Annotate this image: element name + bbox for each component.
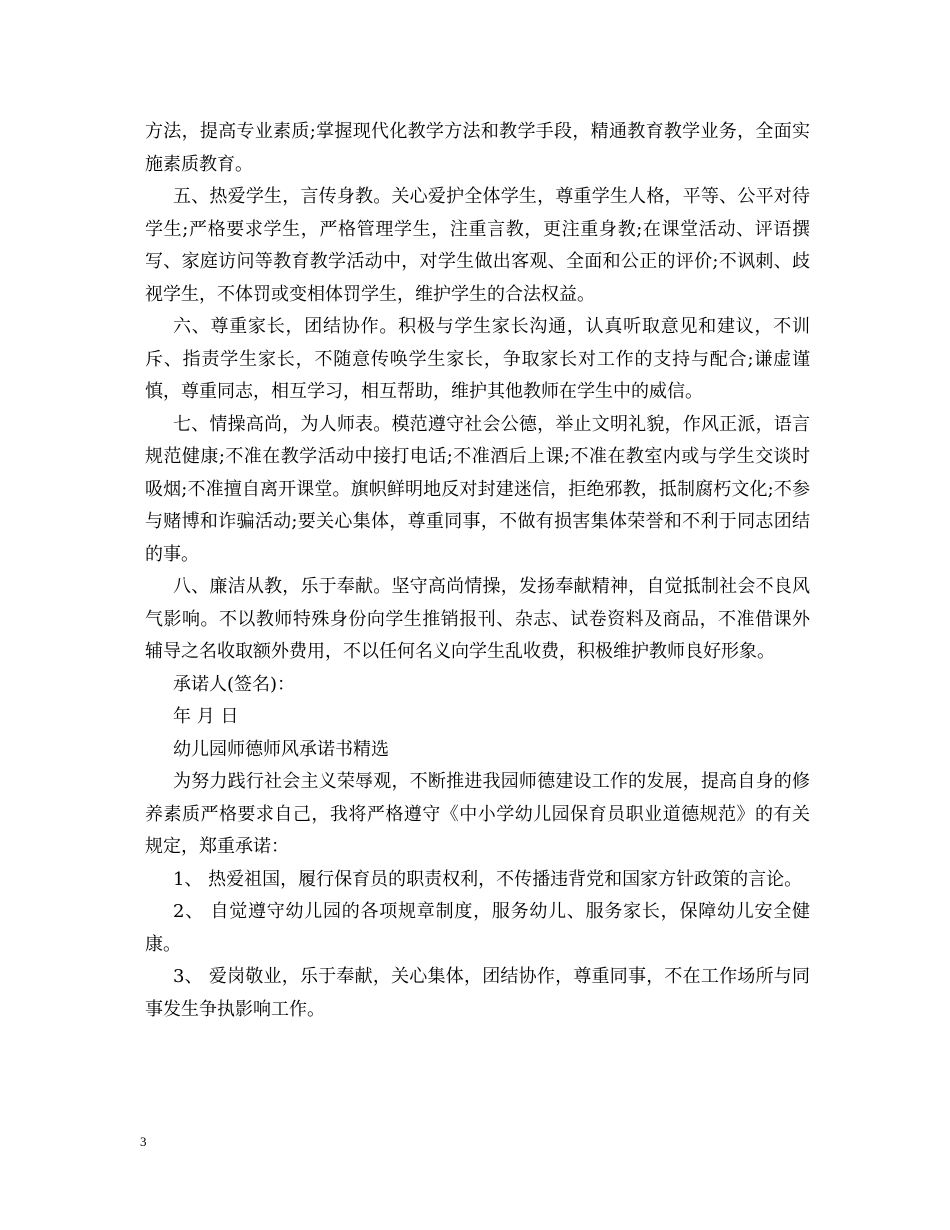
paragraph-item-7: 七、情操高尚，为人师表。模范遵守社会公德，举止文明礼貌，作风正派，语言规范健康;不准在教学活动中接打电话;不准酒后上课;不准在教室内或与学生交谈时吸烟;不准擅自离开课堂。旗帜鲜明地反对封建迷信，拒绝邪教，抵制腐朽文化;不参与赌博和诈骗活动;要关心集体，尊重同事，不做有损害集体荣誉和不利于同志团结的事。 bbox=[145, 413, 811, 565]
date-line: 年 月 日 bbox=[173, 706, 239, 727]
paragraph-continuation: 方法，提高专业素质;掌握现代化教学方法和教学手段，精通教育教学业务，全面实施素质教育。 bbox=[145, 121, 810, 175]
paragraph-item-8: 八、廉洁从教，乐于奉献。坚守高尚情操，发扬奉献精神，自觉抵制社会不良风气影响。不以教师特殊身份向学生推销报刊、杂志、试卷资料及商品，不准借课外辅导之名收取额外费用，不以任何名义向学生乱收费，积极维护教师良好形象。 bbox=[145, 576, 810, 662]
signature-line: 承诺人(签名)： bbox=[173, 673, 296, 695]
pledge-item-3: 3、 爱岗敬业，乐于奉献，关心集体，团结协作，尊重同事，不在工作场所与同事发生争执影响工作。 bbox=[145, 966, 810, 1020]
intro-paragraph: 为努力践行社会主义荣辱观，不断推进我园师德建设工作的发展，提高自身的修养素质严格要求自己，我将严格遵守《中小学幼儿园保育员职业道德规范》的有关规定，郑重承诺： bbox=[145, 771, 810, 857]
pledge-item-2: 2、 自觉遵守幼儿园的各项规章制度，服务幼儿、服务家长，保障幼儿安全健康。 bbox=[145, 901, 810, 955]
document-body bbox=[145, 116, 810, 1026]
section-title: 幼儿园师德师风承诺书精选 bbox=[173, 738, 389, 760]
paragraph-item-6: 六、尊重家长，团结协作。积极与学生家长沟通，认真听取意见和建议，不训斥、指责学生家长，不随意传唤学生家长，争取家长对工作的支持与配合;谦虚谨慎，尊重同志，相互学习，相互帮助，维护其他教师在学生中的威信。 bbox=[145, 316, 810, 402]
paragraph-item-5: 五、热爱学生，言传身教。关心爱护全体学生，尊重学生人格，平等、公平对待学生;严格要求学生，严格管理学生，注重言教，更注重身教;在课堂活动、评语撰写、家庭访问等教育教学活动中，对学生做出客观、全面和公正的评价;不讽刺、歧视学生，不体罚或变相体罚学生，维护学生的合法权益。 bbox=[145, 186, 810, 305]
page-number: 3 bbox=[140, 1134, 147, 1149]
pledge-item-1: 1、 热爱祖国，履行保育员的职责权利，不传播违背党和国家方针政策的言论。 bbox=[173, 868, 803, 890]
